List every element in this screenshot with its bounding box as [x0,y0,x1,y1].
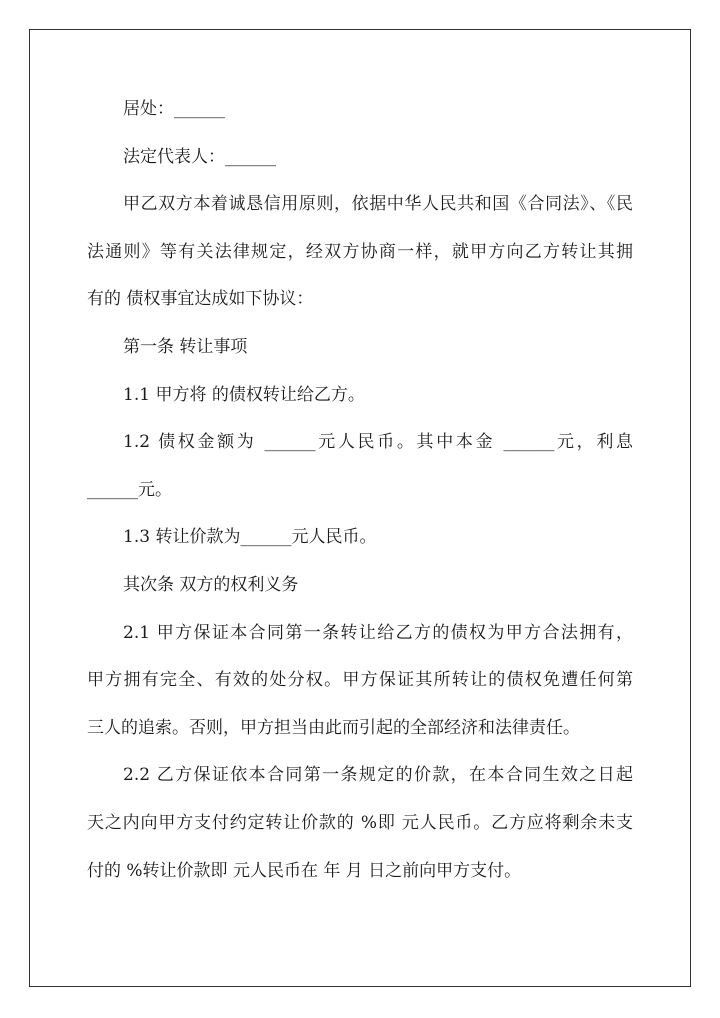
clause-2-1-line-1: 2.1 甲方保证本合同第一条转让给乙方的债权为甲方合法拥有， [123,622,633,643]
preamble-line-3: 有的 债权事宜达成如下协议： [87,289,314,310]
residence-line: 居处：______ [123,99,225,119]
clause-1-2-line-2: ______元。 [87,479,172,500]
clause-2-2-line-3: 付的 %转让价款即 元人民币在 年 月 日之前向甲方支付。 [87,860,522,881]
clause-2-1-line-3: 三人的追索。否则，甲方担当由此而引起的全部经济和法律责任。 [87,717,580,738]
clause-2-2-line-1: 2.2 乙方保证依本合同第一条规定的价款，在本合同生效之日起 [123,765,633,786]
clause-2-1-line-2: 甲方拥有完全、有效的处分权。甲方保证其所转让的债权免遭任何第 [87,670,633,691]
legal-representative-line: 法定代表人：______ [123,146,276,167]
article-1-heading: 第一条 转让事项 [123,336,248,357]
document-body [87,86,633,895]
clause-2-2-line-2: 天之内向甲方支付约定转让价款的 %即 元人民币。乙方应将剩余未支 [87,812,633,833]
article-2-heading: 其次条 双方的权利义务 [123,574,299,595]
preamble-line-1: 甲乙双方本着诚恳信用原则，依据中华人民共和国《合同法》、《民 [123,194,633,215]
clause-1-2-line-1: 1.2 债权金额为 ______元人民币。其中本金 ______元，利息 [123,432,633,453]
clause-1-3: 1.3 转让价款为______元人民币。 [123,527,377,548]
preamble-line-2: 法通则》等有关法律规定，经双方协商一样，就甲方向乙方转让其拥 [87,241,633,262]
clause-1-1: 1.1 甲方将 的债权转让给乙方。 [123,384,365,405]
